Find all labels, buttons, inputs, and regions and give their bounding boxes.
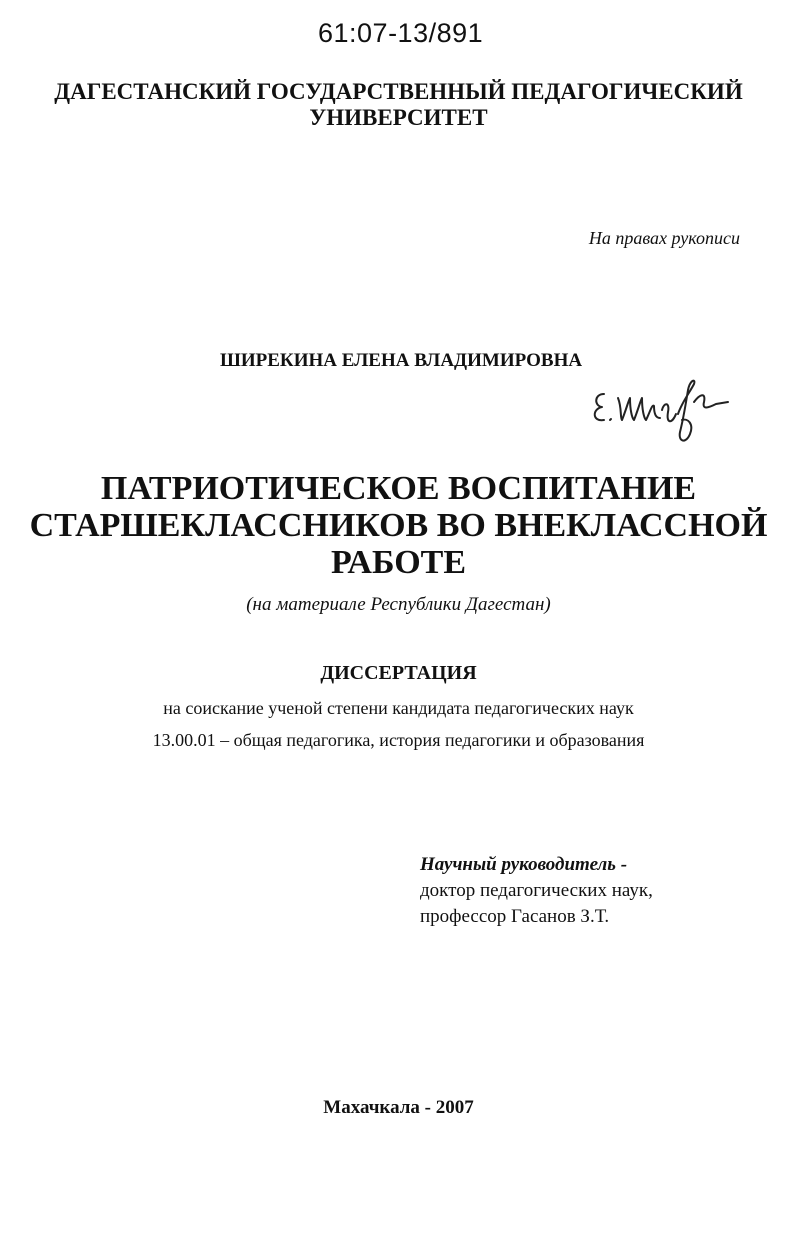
- author-name: ШИРЕКИНА ЕЛЕНА ВЛАДИМИРОВНА: [220, 350, 583, 371]
- specialty-code: 13.00.01 – общая педагогика, история педагогики и образования: [152, 730, 645, 750]
- thesis-title-line3: РАБОТЕ: [330, 544, 467, 581]
- catalog-number: 61:07-13/891: [318, 18, 484, 48]
- city-year: Махачкала - 2007: [323, 1097, 474, 1118]
- thesis-title-line2: СТАРШЕКЛАССНИКОВ ВО ВНЕКЛАССНОЙ: [29, 507, 768, 544]
- manuscript-rights-note: На правах рукописи: [588, 228, 740, 248]
- advisor-name: профессор Гасанов З.Т.: [420, 906, 610, 927]
- advisor-block: [420, 852, 653, 930]
- signature-icon: [586, 372, 736, 452]
- document-type: ДИССЕРТАЦИЯ: [320, 662, 477, 684]
- university-name-line1: ДАГЕСТАНСКИЙ ГОСУДАРСТВЕННЫЙ ПЕДАГОГИЧЕСКИЙ: [54, 79, 743, 104]
- university-name-line2: УНИВЕРСИТЕТ: [309, 105, 488, 130]
- thesis-title-line1: ПАТРИОТИЧЕСКОЕ ВОСПИТАНИЕ: [100, 470, 697, 507]
- thesis-subtitle: (на материале Республики Дагестан): [246, 594, 551, 615]
- degree-purpose: на соискание ученой степени кандидата педагогических наук: [163, 698, 634, 718]
- advisor-heading: Научный руководитель -: [420, 854, 628, 875]
- advisor-degree: доктор педагогических наук,: [420, 880, 653, 901]
